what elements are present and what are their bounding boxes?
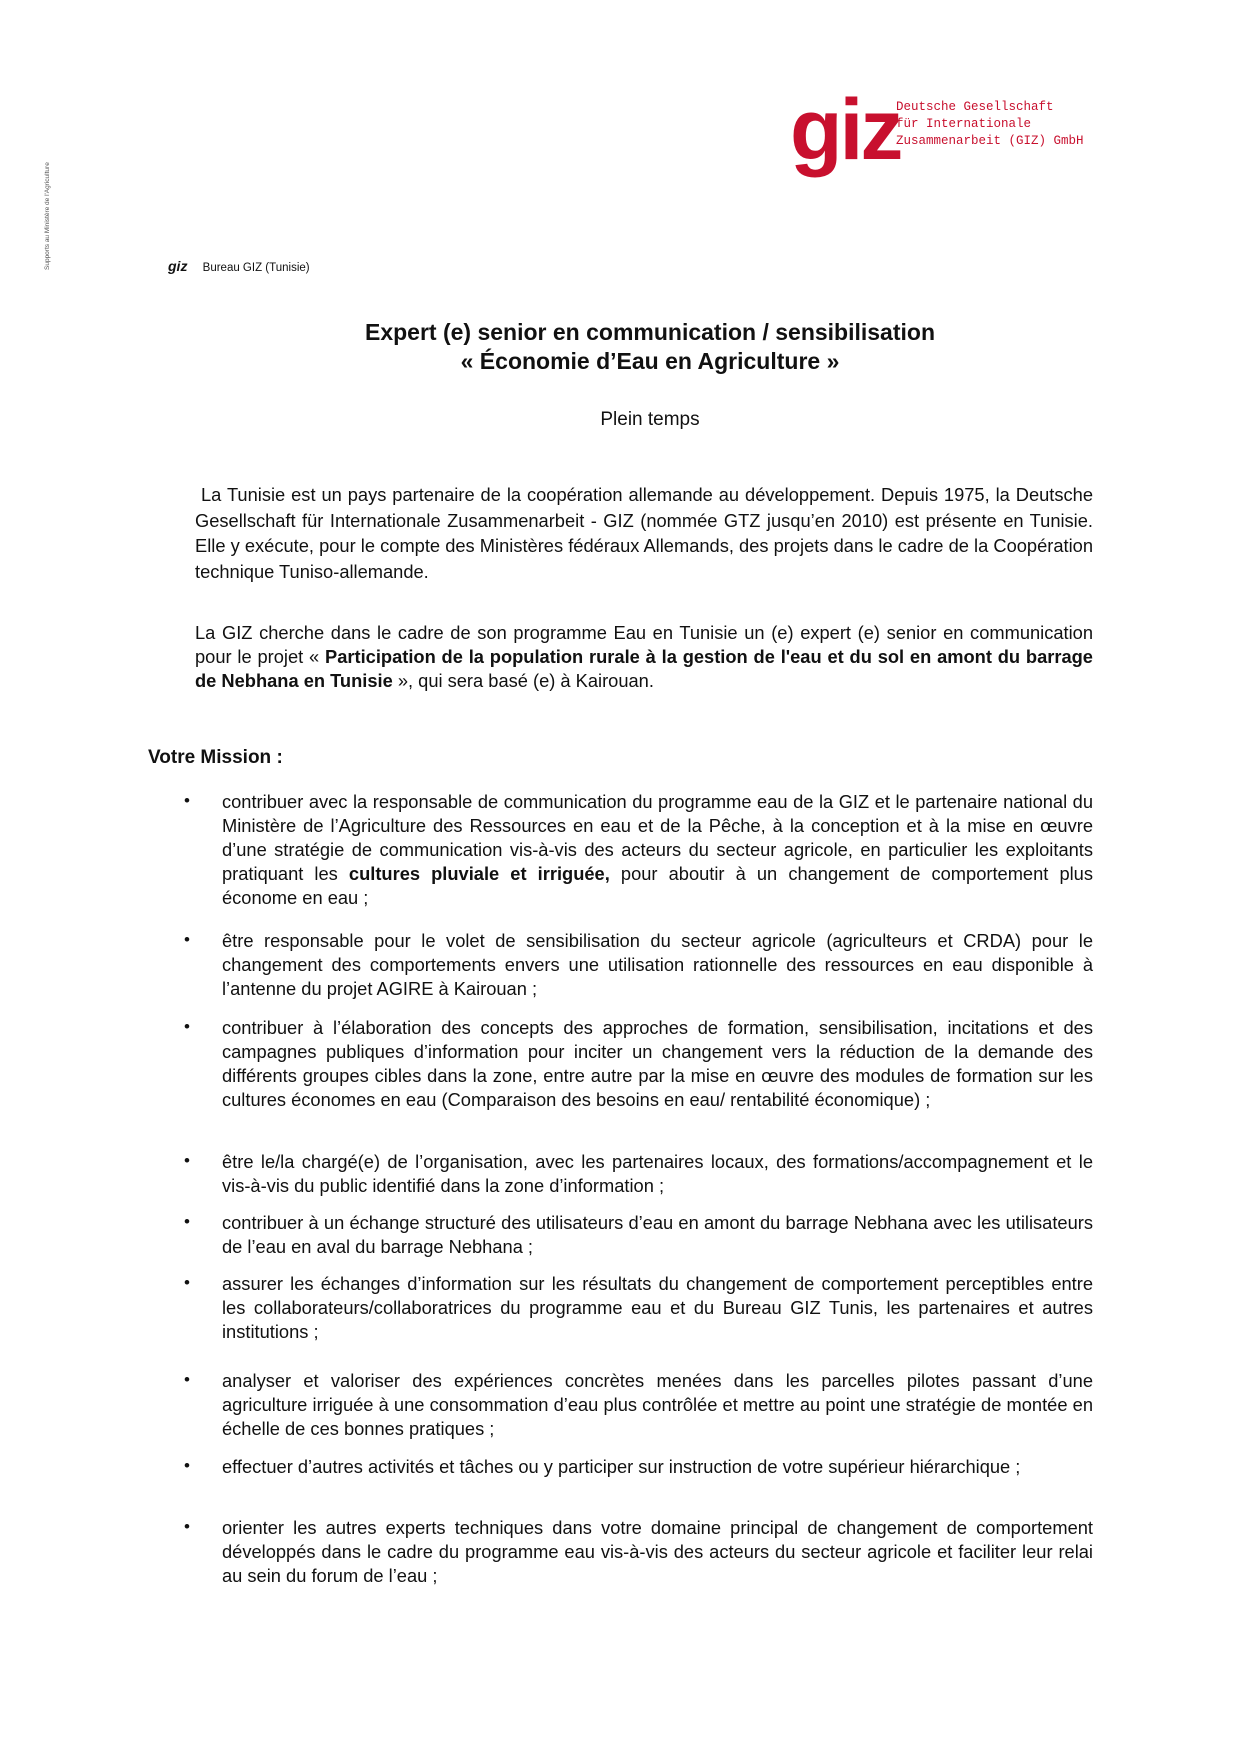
bureau-line: [168, 258, 310, 274]
logo-line: für Internationale: [896, 117, 1032, 131]
list-item-text: contribuer à l’élaboration des concepts des approches de formation, sensibilisation, incitations et des campagnes publiques d’information pour inciter un changement vers la réduction de la demande des différents groupes cibles dans la zone, entre autre par la mise en œuvre des modules de formation sur les cultures économes en eau (Comparaison des besoins en eau/ rentabilité économique) ;: [222, 1017, 1093, 1110]
bullet-icon: •: [184, 1212, 190, 1231]
giz-logo: [790, 82, 1110, 178]
page-title: [180, 318, 1120, 376]
bureau-label: Bureau GIZ (Tunisie): [202, 262, 310, 274]
logo-wordmark: giz: [790, 82, 901, 178]
list-item-text: analyser et valoriser des expériences concrètes menées dans les parcelles pilotes passant d’une agriculture irriguée à une consommation d’eau plus contrôlée et mettre au point une stratégie de montée en échelle de ces bonnes pratiques ;: [222, 1370, 1093, 1439]
side-note-text: Supports au Ministère de l'Agriculture: [44, 162, 51, 270]
item-text: contribuer avec la responsable de communication du programme eau de la GIZ et le partenaire national du Ministère de l’Agriculture des Ressources en eau et de la Pêche, à la conception et à la mise en œuvre d’une stratégie de communication vis-à-vis des acteurs du secteur agricole, en particulier les exploitants pratiquant les: [222, 791, 1093, 884]
bullet-icon: •: [184, 1370, 190, 1389]
intro-text-start: La GIZ cherche dans le cadre de son programme Eau en Tunisie un (e) expert (e) senior en communication pour le projet «: [195, 622, 1093, 667]
intro-paragraph-1: [195, 482, 1093, 584]
title-line-2: « Économie d’Eau en Agriculture »: [460, 348, 840, 374]
bullet-icon: •: [184, 1273, 190, 1292]
mini-giz-logo: giz: [168, 258, 188, 274]
intro-text: La Tunisie est un pays partenaire de la coopération allemande au développement. Depuis 1975, la Deutsche Gesellschaft für Internationale Zusammenarbeit - GIZ (nommée GTZ jusqu’en 2010) est présente en Tunisie. Elle y exécute, pour le compte des Ministères fédéraux Allemands, des projets dans le cadre de la Coopération technique Tuniso-allemande.: [195, 484, 1093, 582]
list-item-text: contribuer à un échange structuré des utilisateurs d’eau en amont du barrage Nebhana avec les utilisateurs de l’eau en aval du barrage Nebhana ;: [222, 1212, 1093, 1257]
bullet-icon: •: [184, 791, 190, 810]
bullet-icon: •: [184, 930, 190, 949]
logo-line: Deutsche Gesellschaft: [896, 100, 1054, 114]
bullet-icon: •: [184, 1151, 190, 1170]
item-text: pour aboutir à un changement de comportement plus économe en eau ;: [222, 863, 1093, 908]
bullet-icon: •: [184, 1017, 190, 1036]
intro-paragraph-2: [195, 621, 1093, 693]
mission-heading: Votre Mission :: [148, 747, 283, 768]
list-item-text: orienter les autres experts techniques dans votre domaine principal de changement de comportement développés dans le cadre du programme eau vis-à-vis des acteurs du secteur agricole et faciliter leur relai au sein du forum de l’eau ;: [222, 1517, 1093, 1586]
bullet-icon: •: [184, 1456, 190, 1475]
logo-text: [896, 99, 1084, 150]
bullet-icon: •: [184, 1517, 190, 1536]
list-item-text: [222, 790, 1093, 910]
list-item-text: être responsable pour le volet de sensibilisation du secteur agricole (agriculteurs et CRDA) pour le changement des comportements envers une utilisation rationnelle des ressources en eau disponible à l’antenne du projet AGIRE à Kairouan ;: [222, 930, 1093, 999]
item-bold-text: cultures pluviale et irriguée,: [348, 863, 610, 884]
project-name: Participation de la population rurale à la gestion de l'eau et du sol en amont du barrage de Nebhana en Tunisie: [195, 646, 1093, 691]
employment-type: Plein temps: [600, 409, 700, 430]
list-item-text: assurer les échanges d’information sur les résultats du changement de comportement perceptibles entre les collaborateurs/collaboratrices du programme eau et du Bureau GIZ Tunis, les partenaires et autres institutions ;: [222, 1273, 1093, 1342]
intro-text-end: », qui sera basé (e) à Kairouan.: [392, 670, 654, 691]
title-line-1: Expert (e) senior en communication / sensibilisation: [364, 319, 935, 345]
logo-line: Zusammenarbeit (GIZ) GmbH: [896, 134, 1084, 148]
list-item-text: effectuer d’autres activités et tâches ou y participer sur instruction de votre supérieur hiérarchique ;: [222, 1456, 1021, 1477]
list-item-text: être le/la chargé(e) de l’organisation, avec les partenaires locaux, des formations/accompagnement et le vis-à-vis du public identifié dans la zone d’information ;: [222, 1151, 1093, 1196]
side-note: [44, 100, 56, 270]
